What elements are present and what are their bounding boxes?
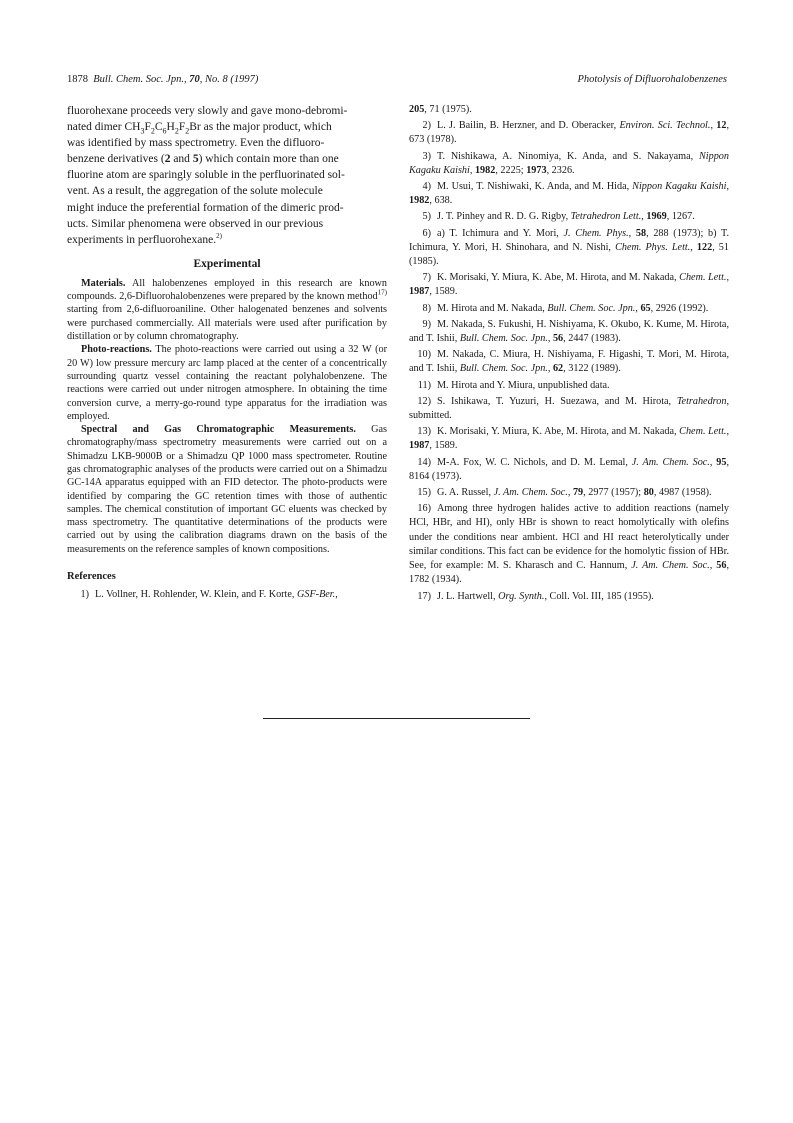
reference-7: 7) K. Morisaki, Y. Miura, K. Abe, M. Hirota, and M. Nakada, Chem. Lett., 1987, 1589. <box>409 272 729 298</box>
journal-volume: 70 <box>189 74 200 85</box>
journal-name: Bull. Chem. Soc. Jpn. <box>93 74 184 85</box>
reference-13: 13) K. Morisaki, Y. Miura, K. Abe, M. Hirota, and M. Nakada, Chem. Lett., 1987, 1589. <box>409 426 729 452</box>
reference-1: 1) L. Vollner, H. Rohlender, W. Klein, and F. Korte, GSF-Ber., <box>80 589 338 601</box>
spectral-paragraph: Spectral and Gas Chromatographic Measurements. Gas chromatography/mass spectrometry measurements were carried out on a Shimadzu LKB-9000B or a Shimadzu QP 1000 mass spectrometer. Routine gas chromatographic analyses of the products were carried out on a Shimadzu GC-14A apparatus equipped with an FID detector. The photo-products were identified by comparing the GC retention times with those of authentic samples. The chemical constitution of important GC eluents was checked by mass spectrometry. The quantitative determinations of the products were carried out by using the calibration diagrams drawn on the basis of the measurements on the reference samples of known compositions. <box>67 424 387 555</box>
reference-12: 12) S. Ishikawa, T. Yuzuri, H. Suezawa, and M. Hirota, Tetrahedron, submitted. <box>409 395 729 422</box>
references-heading: References <box>67 571 116 583</box>
end-rule <box>263 718 530 719</box>
journal-issue: No. 8 (1997) <box>204 74 259 85</box>
reference-16: 16) Among three hydrogen halides active to addition reactions (namely HCl, HBr, and HI), only HBr is shown to react homolytically with olefins under the conditions near ambient. HCl and HI react heterolytically under similar conditions. This fact can be evidence for the homolytic fission of HBr. See, for example: M. S. Kharasch and C. Hannum, J. Am. Chem. Soc., 56, 1782 (1934). <box>409 503 729 586</box>
reference-3: 3) T. Nishikawa, A. Ninomiya, K. Anda, and S. Nakayama, Nippon Kagaku Kaishi, 1982, 2225; 1973, 2326. <box>409 150 729 176</box>
reference-8: 8) M. Hirota and M. Nakada, Bull. Chem. Soc. Jpn., 65, 2926 (1992). <box>422 302 709 314</box>
reference-2: 2) L. J. Bailin, B. Herzner, and D. Oberacker, Environ. Sci. Technol., 12, 673 (1978). <box>409 120 730 146</box>
reference-14: 14) M-A. Fox, W. C. Nichols, and D. M. Lemal, J. Am. Chem. Soc., 95, 8164 (1973). <box>409 456 729 482</box>
right-column <box>409 103 729 606</box>
materials-paragraph: Materials. All halobenzenes employed in this research are known compounds. 2,6-Difluorohalobenzenes were prepared by the known method$^{17)}$ starting from 2,6-difluoroaniline. Other halogenated benzenes and solvents were purchased commercially. All materials were used after purification by distillation or by column chromatography. <box>67 277 387 343</box>
reference-9: 9) M. Nakada, S. Fukushi, H. Nishiyama, K. Okubo, K. Kume, M. Hirota, and T. Ishii, Bull. Chem. Soc. Jpn., 56, 2447 (1983). <box>409 318 729 345</box>
reference-17: 17) J. L. Hartwell, Org. Synth., Coll. Vol. III, 185 (1955). <box>417 590 654 602</box>
reference-1-continued: 205, 71 (1975). <box>409 104 472 115</box>
running-title: Photolysis of Difluorohalobenzenes <box>577 74 727 85</box>
reference-5: 5) J. T. Pinhey and R. D. G. Rigby, Tetrahedron Lett., 1969, 1267. <box>422 211 695 223</box>
reference-6: 6) a) T. Ichimura and Y. Mori, J. Chem. Phys., 58, 288 (1973); b) T. Ichimura, Y. Mori, H. Shinohara, and N. Nishi, Chem. Phys. Lett., 122, 51 (1985). <box>409 227 730 268</box>
page-number: 1878 <box>67 74 88 85</box>
reference-11: 11) M. Hirota and Y. Miura, unpublished data. <box>417 379 610 391</box>
reference-15: 15) G. A. Russel, J. Am. Chem. Soc., 79, 2977 (1957); 80, 4987 (1958). <box>417 487 712 499</box>
experimental-heading: Experimental <box>193 257 261 270</box>
reference-10: 10) M. Nakada, C. Miura, H. Nishiyama, F. Higashi, T. Mori, M. Hirota, and T. Ishii, Bull. Chem. Soc. Jpn., 62, 3122 (1989). <box>409 349 729 375</box>
reference-4: 4) M. Usui, T. Nishiwaki, K. Anda, and M. Hida, Nippon Kagaku Kaishi, 1982, 638. <box>409 181 729 207</box>
left-column <box>67 103 387 604</box>
header-left: 1878 Bull. Chem. Soc. Jpn., 70, No. 8 (1997) <box>67 74 259 85</box>
running-header <box>67 72 727 88</box>
intro-paragraph: fluorohexane proceeds very slowly and gave mono-debromi- nated dimer $CH_3F_2C_6H_2F_2Br$ as the major product, which was identified by mass spectrometry. Even the difluoro- benzene derivatives (2 and 5) which contain more than one fluorine atom are sparingly soluble in the perfluorinated sol- vent. As a result, the aggregation of the solute molecule might induce the preferential formation of the dimeric prod- ucts. Similar phenomena were observed in our previous experiments in perfluorohexane.$^{2)}$ <box>67 105 348 246</box>
photo-reactions-paragraph: Photo-reactions. The photo-reactions were carried out using a 32 W (or 20 W) low pressure mercury arc lamp placed at the center of a concentrically surrounding quartz vessel containing the reactant polyhalobenzene. The reactions were carried out under nitrogen atmosphere. In obtaining the time conversion curve, a merry-go-round type apparatus for the irradiation was employed. <box>67 344 387 422</box>
